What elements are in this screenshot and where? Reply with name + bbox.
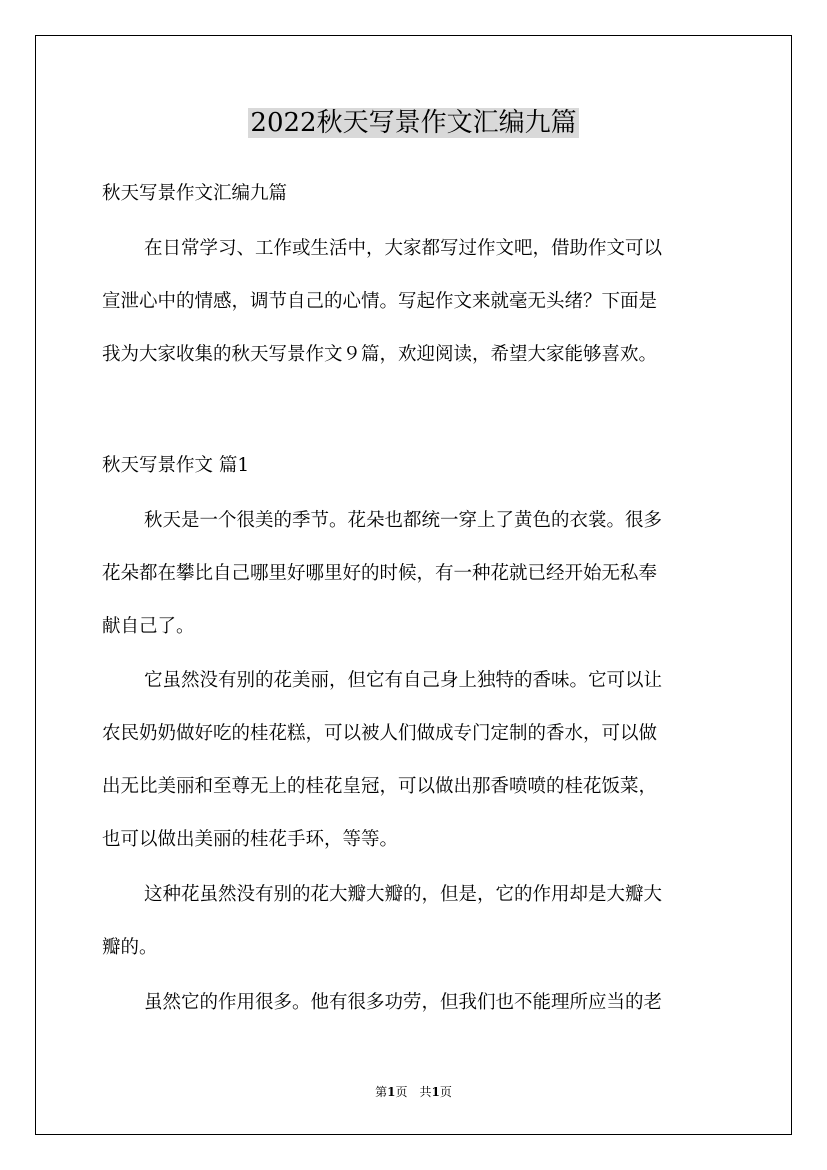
intro-line: 我为大家收集的秋天写景作文９篇，欢迎阅读，希望大家能够喜欢。 — [102, 344, 658, 365]
body-line: 农民奶奶做好吃的桂花糕，可以被人们做成专门定制的香水，可以做 — [102, 723, 658, 744]
body-line: 花朵都在攀比自己哪里好哪里好的时候，有一种花就已经开始无私奉 — [102, 563, 658, 584]
body-line: 这种花虽然没有别的花大瓣大瓣的，但是，它的作用却是大瓣大 — [144, 884, 663, 905]
body-line: 瓣的。 — [102, 937, 158, 958]
subtitle: 秋天写景作文汇编九篇 — [102, 183, 288, 204]
document-title — [0, 103, 827, 143]
intro-line: 在日常学习、工作或生活中，大家都写过作文吧，借助作文可以 — [144, 238, 663, 259]
footer-prefix: 第 — [375, 1085, 388, 1099]
footer-page-number: 1 — [387, 1085, 396, 1099]
section-heading: 秋天写景作文 篇1 — [102, 455, 250, 476]
body-line: 出无比美丽和至尊无上的桂花皇冠，可以做出那香喷喷的桂花饭菜， — [102, 776, 658, 797]
footer-suffix: 页 — [439, 1085, 452, 1099]
body-line: 虽然它的作用很多。他有很多功劳，但我们也不能理所应当的老 — [144, 992, 663, 1013]
body-line: 秋天是一个很美的季节。花朵也都统一穿上了黄色的衣裳。很多 — [144, 510, 663, 531]
footer-total-pages: 1 — [431, 1085, 440, 1099]
body-line: 献自己了。 — [102, 616, 195, 637]
title-text: 2022秋天写景作文汇编九篇 — [250, 108, 577, 138]
intro-line: 宣泄心中的情感，调节自己的心情。写起作文来就毫无头绪？下面是 — [102, 291, 658, 312]
body-line: 也可以做出美丽的桂花手环，等等。 — [102, 829, 399, 850]
footer-mid: 页 共 — [395, 1085, 432, 1099]
body-line: 它虽然没有别的花美丽，但它有自己身上独特的香味。它可以让 — [144, 670, 663, 691]
page-footer — [0, 1083, 827, 1101]
